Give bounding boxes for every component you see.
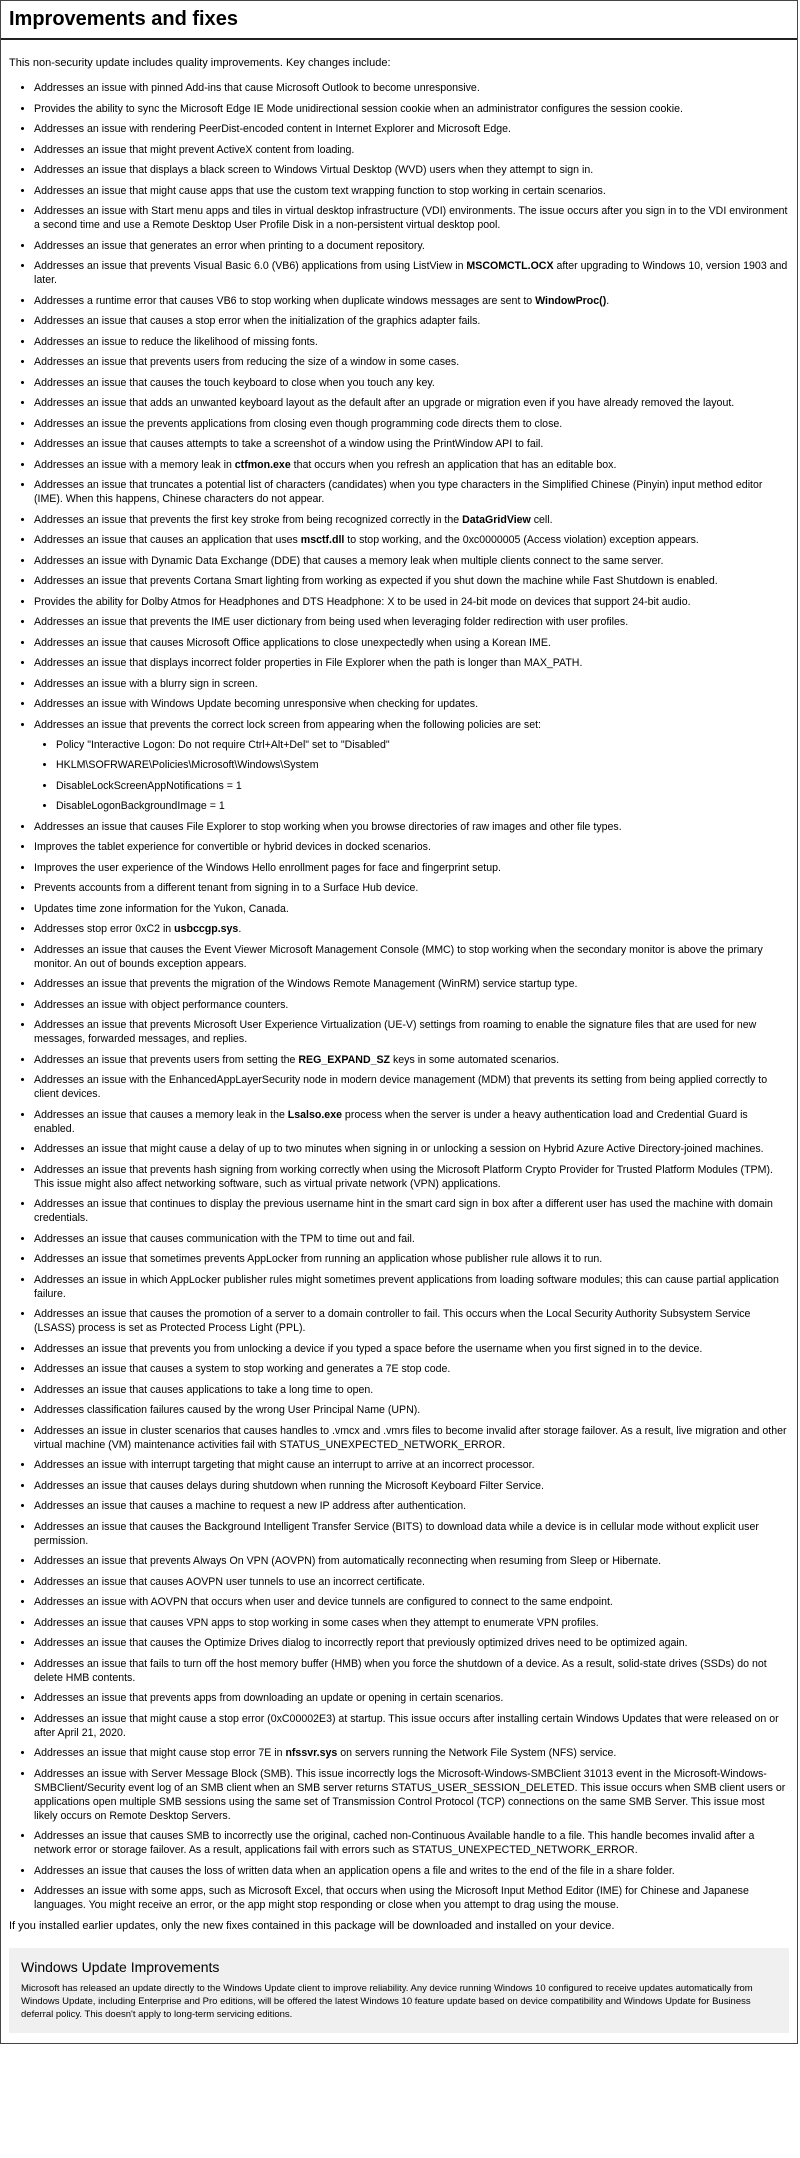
change-item-text: Addresses an issue that causes File Explorer to stop working when you browse directories of raw images and other file types. bbox=[34, 820, 622, 833]
change-item-text: Prevents accounts from a different tenant from signing in to a Surface Hub device. bbox=[34, 882, 419, 894]
change-item bbox=[34, 1575, 789, 1589]
change-item-code: ctfmon.exe bbox=[234, 458, 291, 471]
change-item bbox=[34, 1018, 789, 1046]
change-item-text: Addresses an issue that fails to turn off the host memory buffer (HMB) when you force the shutdown of a device. As a result, solid-state drives (SSDs) do not delete HMB contents. bbox=[34, 1657, 767, 1684]
change-item-text: Addresses an issue that causes delays during shutdown when running the Microsoft Keyboard Filter Service. bbox=[34, 1479, 544, 1492]
change-item-text: Addresses an issue with AOVPN that occurs when user and device tunnels are configured to connect to the same endpoint. bbox=[34, 1596, 613, 1608]
change-item-text: that occurs when you refresh an application that has an editable box. bbox=[290, 458, 617, 471]
change-item-code: usbccgp.sys bbox=[174, 923, 239, 935]
change-item-text: Updates time zone information for the Yukon, Canada. bbox=[34, 902, 289, 915]
change-item-text: Addresses an issue with Dynamic Data Exchange (DDE) that causes a memory leak when multiple clients connect to the same server. bbox=[34, 554, 664, 567]
change-item-text: Addresses an issue that prevents the correct lock screen from appearing when the following policies are set: bbox=[34, 718, 541, 731]
change-item-text: Addresses an issue with Start menu apps and tiles in virtual desktop infrastructure (VDI) environments. The issue occurs after you sign in to the VDI environment a second time and use a Remote Desktop User Profile Disk in a non-persistent virtual desktop pool. bbox=[34, 205, 788, 231]
policy-sublist-item: • Policy "Interactive Logon: Do not require Ctrl+Alt+Del" set to "Disabled" bbox=[56, 738, 789, 752]
change-item bbox=[34, 615, 789, 629]
change-item-text: Addresses an issue that causes VPN apps to stop working in some cases when they attempt to enumerate VPN profiles. bbox=[34, 1616, 599, 1629]
change-item-text: Addresses an issue that prevents the first key stroke from being recognized correctly in the bbox=[34, 513, 463, 526]
change-item bbox=[34, 239, 789, 253]
change-item bbox=[34, 574, 789, 588]
change-item bbox=[34, 294, 789, 308]
change-item bbox=[34, 1307, 789, 1335]
change-item bbox=[34, 259, 789, 287]
change-item bbox=[34, 922, 789, 936]
change-item bbox=[34, 184, 789, 198]
change-item bbox=[34, 1163, 789, 1191]
change-item bbox=[34, 335, 789, 349]
change-item bbox=[34, 1424, 789, 1452]
change-item bbox=[34, 1884, 789, 1912]
change-item bbox=[34, 1479, 789, 1493]
change-item bbox=[34, 376, 789, 390]
change-item-text: Addresses an issue that prevents apps from downloading an update or opening in certain scenarios. bbox=[34, 1692, 504, 1704]
change-item bbox=[34, 1691, 789, 1705]
change-item-text: keys in some automated scenarios. bbox=[390, 1053, 560, 1066]
change-item-text: Addresses an issue that prevents Always On VPN (AOVPN) from automatically reconnecting when resuming from Sleep or Hibernate. bbox=[34, 1555, 662, 1567]
change-item bbox=[34, 820, 789, 834]
change-item bbox=[34, 1232, 789, 1246]
change-item-text: Addresses an issue that causes AOVPN user tunnels to use an incorrect certificate. bbox=[34, 1575, 425, 1588]
change-item-text: Addresses an issue with Windows Update becoming unresponsive when checking for updates. bbox=[34, 698, 479, 710]
change-item bbox=[34, 1636, 789, 1650]
change-item bbox=[34, 204, 789, 232]
change-item-text: Addresses an issue that causes communication with the TPM to time out and fail. bbox=[34, 1232, 415, 1245]
change-item-text: Addresses an issue that prevents users from reducing the size of a window in some cases. bbox=[34, 356, 460, 368]
change-item-text: to stop working, and the 0xc0000005 (Access violation) exception appears. bbox=[344, 534, 699, 546]
change-item bbox=[34, 478, 789, 506]
change-item-text: Addresses an issue that prevents Cortana Smart lighting from working as expected if you shut down the machine while Fast Shutdown is enabled. bbox=[34, 575, 718, 587]
change-item-text: Addresses an issue that might prevent ActiveX content from loading. bbox=[34, 143, 355, 156]
change-item bbox=[34, 1712, 789, 1740]
change-item-text: cell. bbox=[530, 513, 553, 526]
change-item-text: Addresses an issue that prevents Visual Basic 6.0 (VB6) applications from using ListView in bbox=[34, 260, 467, 272]
change-item bbox=[34, 81, 789, 95]
change-item bbox=[34, 1657, 789, 1685]
change-item-text: Addresses an issue with pinned Add-ins that cause Microsoft Outlook to become unresponsive. bbox=[34, 82, 480, 94]
change-item bbox=[34, 1616, 789, 1630]
windows-update-improvements-box bbox=[9, 1948, 789, 2033]
change-item-text: Addresses an issue that causes an application that uses bbox=[34, 534, 301, 546]
change-item bbox=[34, 697, 789, 711]
change-item-text: Addresses an issue that continues to display the previous username hint in the smart card sign in box after a different user has used the machine with domain credentials. bbox=[34, 1198, 773, 1224]
change-item bbox=[34, 1499, 789, 1513]
windows-update-body: Microsoft has released an update directly to the Windows Update client to improve reliability. Any device running Windows 10 configured to receive updates automatically from Windows Update, including Enterprise and Pro editions, will be offered the latest Windows 10 feature update based on device compatibility and Windows Update for Business deferral policy. This doesn't apply to long-term servicing editions. bbox=[21, 1982, 753, 2020]
change-item-text: Improves the tablet experience for convertible or hybrid devices in docked scenarios. bbox=[34, 841, 431, 853]
change-item-text: Addresses an issue that causes the promotion of a server to a domain controller to fail. This occurs when the Local Security Authority Subsystem Service (LSASS) process is set as Protected Process Light (PPL). bbox=[34, 1308, 751, 1334]
change-item-text: Addresses an issue that sometimes prevents AppLocker from running an application whose publisher rule allows it to run. bbox=[34, 1253, 603, 1265]
change-item bbox=[34, 122, 789, 136]
change-item bbox=[34, 143, 789, 157]
change-item bbox=[34, 1403, 789, 1417]
change-item bbox=[34, 1342, 789, 1356]
change-item bbox=[34, 1273, 789, 1301]
change-item-text: Addresses an issue that might cause a delay of up to two minutes when signing in or unlocking a session on Hybrid Azure Active Directory-joined machines. bbox=[34, 1143, 764, 1155]
intro-text: This non-security update includes quality improvements. Key changes include: bbox=[9, 57, 391, 69]
change-item-text: Addresses an issue with some apps, such as Microsoft Excel, that occurs when using the Microsoft Input Method Editor (IME) for Chinese and Japanese languages. You might receive an error, or the app might stop responding or close when you attempt to drag using the mouse. bbox=[34, 1885, 749, 1911]
change-item-text: Addresses an issue with object performance counters. bbox=[34, 998, 289, 1011]
change-item-text: Addresses an issue that causes a system to stop working and generates a 7E stop code. bbox=[34, 1363, 451, 1375]
change-item bbox=[34, 656, 789, 670]
change-item-text: Addresses an issue in cluster scenarios that causes handles to .vmcx and .vmrs files to become invalid after storage failover. As a result, live migration and other virtual machine (VM) maintenance activities fail with STATUS_UNEXPECTED_NETWORK_ERROR. bbox=[34, 1424, 787, 1451]
change-item bbox=[34, 533, 789, 547]
change-item-code: REG_EXPAND_SZ bbox=[298, 1053, 391, 1066]
change-item bbox=[34, 977, 789, 991]
change-item bbox=[34, 1595, 789, 1609]
change-item-text: Addresses an issue that causes Microsoft Office applications to close unexpectedly when using a Korean IME. bbox=[34, 636, 551, 649]
policy-sublist-item: • HKLM\SOFRWARE\Policies\Microsoft\Windows\System bbox=[56, 758, 789, 772]
change-item-text: Addresses an issue that generates an error when printing to a document repository. bbox=[34, 239, 425, 252]
change-item-text: Addresses an issue to reduce the likelihood of missing fonts. bbox=[34, 335, 318, 348]
change-item-text: Addresses an issue that causes the touch keyboard to close when you touch any key. bbox=[34, 376, 435, 389]
change-item bbox=[34, 417, 789, 431]
change-item bbox=[34, 1362, 789, 1376]
change-item-text: . bbox=[606, 294, 610, 307]
change-item bbox=[34, 1864, 789, 1878]
change-item-text: Addresses an issue with rendering PeerDist-encoded content in Internet Explorer and Microsoft Edge. bbox=[34, 123, 511, 135]
change-item bbox=[34, 102, 789, 116]
change-item-text: Addresses an issue that prevents Microsoft User Experience Virtualization (UE-V) settings from roaming to enable the signature files that are used for new messages, forwarded messages, and replies. bbox=[34, 1019, 757, 1045]
change-item-code: MSCOMCTL.OCX bbox=[466, 260, 554, 272]
change-item-text: Addresses an issue that causes applications to take a long time to open. bbox=[34, 1383, 374, 1396]
change-item-text: Provides the ability to sync the Microsoft Edge IE Mode unidirectional session cookie when an administrator configures the session cookie. bbox=[34, 102, 683, 115]
change-item-text: Addresses an issue that truncates a potential list of characters (candidates) when you type characters in the Simplified Chinese (Pinyin) input method editor (IME). When this happens, Chinese characters do not appear. bbox=[34, 479, 763, 505]
change-item bbox=[34, 1383, 789, 1397]
changes-list bbox=[1, 81, 797, 1912]
policy-sublist-item: • DisableLogonBackgroundImage = 1 bbox=[56, 799, 789, 813]
change-item bbox=[34, 718, 789, 814]
change-item-code: msctf.dll bbox=[300, 534, 345, 546]
windows-update-title: Windows Update Improvements bbox=[21, 1958, 220, 1975]
change-item bbox=[34, 1767, 789, 1823]
change-item-text: Addresses an issue that displays incorrect folder properties in File Explorer when the path is longer than MAX_PATH. bbox=[34, 657, 583, 669]
change-item-text: Addresses an issue with a memory leak in bbox=[34, 458, 235, 471]
change-item bbox=[34, 881, 789, 895]
change-item bbox=[34, 437, 789, 451]
policy-sublist-item: • DisableLockScreenAppNotifications = 1 bbox=[56, 779, 789, 793]
change-item-text: Addresses an issue that causes the Event Viewer Microsoft Management Console (MMC) to stop working when the secondary monitor is above the primary monitor. An out of bounds exception appears. bbox=[34, 943, 763, 970]
change-item-text: Addresses an issue that prevents users from setting the bbox=[34, 1053, 299, 1066]
change-item-text: Addresses an issue with a blurry sign in screen. bbox=[34, 677, 258, 690]
change-item-text: Addresses an issue that might cause apps that use the custom text wrapping function to stop working in certain scenarios. bbox=[34, 184, 606, 197]
change-item-text: Addresses an issue that causes the Optimize Drives dialog to incorrectly report that previously optimized drives need to be optimized again. bbox=[34, 1637, 688, 1649]
change-item bbox=[34, 1829, 789, 1857]
change-item bbox=[34, 840, 789, 854]
change-item-text: Provides the ability for Dolby Atmos for Headphones and DTS Headphone: X to be used in 24-bit mode on devices that support 24-bit audio. bbox=[34, 595, 691, 608]
change-item bbox=[34, 861, 789, 875]
change-item bbox=[34, 314, 789, 328]
change-item-code: nfssvr.sys bbox=[285, 1747, 338, 1759]
change-item-text: Addresses an issue that causes attempts to take a screenshot of a window using the PrintWindow API to fail. bbox=[34, 438, 544, 450]
change-item bbox=[34, 677, 789, 691]
change-item bbox=[34, 513, 789, 527]
change-item bbox=[34, 1554, 789, 1568]
change-item bbox=[34, 1197, 789, 1225]
change-item-text: on servers running the Network File System (NFS) service. bbox=[337, 1747, 617, 1759]
change-item-code: Lsalso.exe bbox=[287, 1108, 342, 1121]
change-item-text: Addresses classification failures caused by the wrong User Principal Name (UPN). bbox=[34, 1404, 421, 1416]
change-item-code: DataGridView bbox=[462, 513, 531, 526]
change-item-text: Addresses an issue that causes a machine to request a new IP address after authentication. bbox=[34, 1500, 467, 1512]
change-item-text: Addresses stop error 0xC2 in bbox=[34, 923, 175, 935]
change-item-text: Addresses an issue with interrupt targeting that might cause an interrupt to arrive at an incorrect processor. bbox=[34, 1459, 535, 1471]
change-item-text: Addresses an issue that displays a black screen to Windows Virtual Desktop (WVD) users when they attempt to sign in. bbox=[34, 164, 594, 176]
change-item-text: Addresses an issue that causes the Background Intelligent Transfer Service (BITS) to download data while a device is in cellular mode without explicit user permission. bbox=[34, 1520, 759, 1547]
change-item bbox=[34, 458, 789, 472]
change-item bbox=[34, 1520, 789, 1548]
change-item bbox=[34, 902, 789, 916]
change-item bbox=[34, 1252, 789, 1266]
change-item bbox=[34, 1053, 789, 1067]
change-item bbox=[34, 1142, 789, 1156]
section-title: Improvements and fixes bbox=[1, 1, 797, 40]
change-item-text: . bbox=[238, 923, 242, 935]
outro-text: If you installed earlier updates, only the new fixes contained in this package will be downloaded and installed on your device. bbox=[9, 1919, 615, 1932]
change-item bbox=[34, 396, 789, 410]
change-item-text: Addresses an issue with the EnhancedAppLayerSecurity node in modern device management (MDM) that prevents its setting from being applied correctly to client devices. bbox=[34, 1074, 768, 1100]
change-item-text: Improves the user experience of the Windows Hello enrollment pages for face and fingerprint setup. bbox=[34, 861, 501, 874]
change-item-text: Addresses an issue that adds an unwanted keyboard layout as the default after an upgrade or migration even if you have already removed the layout. bbox=[34, 397, 735, 409]
change-item bbox=[34, 163, 789, 177]
change-item bbox=[34, 1746, 789, 1760]
change-item-text: Addresses an issue the prevents applications from closing even though programming code directs them to close. bbox=[34, 417, 563, 430]
change-item-text: Addresses an issue that might cause a stop error (0xC00002E3) at startup. This issue occurs after installing certain Windows Updates that were released on or after April 21, 2020. bbox=[34, 1712, 779, 1739]
change-item bbox=[34, 1073, 789, 1101]
change-item-text: Addresses an issue with Server Message Block (SMB). This issue incorrectly logs the Microsoft-Windows-SMBClient 31013 event in the Microsoft-Windows-SMBClient/Security event log of an SMB client when an SMB server returns STATUS_USER_SESSION_DELETED. This issue occurs when SMB client users or applications open multiple SMB sessions using the same set of Transmission Control Protocol (TCP) connections on the same SMB Server. This issue most likely occurs on Remote Desktop Servers. bbox=[34, 1767, 786, 1822]
change-item-text: Addresses an issue that might cause stop error 7E in bbox=[34, 1747, 286, 1759]
change-item bbox=[34, 554, 789, 568]
change-item-text: after upgrading to Windows 10, version 1903 and later. bbox=[34, 260, 788, 286]
change-item-text: Addresses an issue that prevents the IME user dictionary from being used when leveraging folder redirection with user profiles. bbox=[34, 616, 629, 628]
change-item bbox=[34, 636, 789, 650]
change-item-text: Addresses an issue that causes a memory leak in the bbox=[34, 1108, 288, 1121]
change-item bbox=[34, 1458, 789, 1472]
change-item bbox=[34, 943, 789, 971]
change-item-text: Addresses a runtime error that causes VB6 to stop working when duplicate windows messages are sent to bbox=[34, 294, 536, 307]
change-item-text: Addresses an issue that prevents hash signing from working correctly when using the Microsoft Platform Crypto Provider for Trusted Platform Modules (TPM). This issue might also affect networking software, such as virtual private network (VPN) applications. bbox=[34, 1163, 773, 1190]
change-item bbox=[34, 998, 789, 1012]
change-item-text: Addresses an issue that causes SMB to incorrectly use the original, cached non-Continuous Available handle to a file. This handle becomes invalid after a network error or storage failover. As a result, applications fail with errors such as STATUS_UNEXPECTED_NETWORK_ERROR. bbox=[34, 1830, 755, 1856]
change-item-text: Addresses an issue that causes the loss of written data when an application opens a file and writes to the end of the file in a share folder. bbox=[34, 1864, 675, 1877]
change-item bbox=[34, 595, 789, 609]
change-item-text: process when the server is under a heavy authentication load and Credential Guard is enabled. bbox=[34, 1108, 748, 1135]
change-item-code: WindowProc() bbox=[535, 294, 607, 307]
change-item-text: Addresses an issue that causes a stop error when the initialization of the graphics adapter fails. bbox=[34, 315, 481, 327]
change-item-text: Addresses an issue that prevents the migration of the Windows Remote Management (WinRM) service startup type. bbox=[34, 978, 578, 990]
change-item bbox=[34, 355, 789, 369]
change-item bbox=[34, 1108, 789, 1136]
change-item-text: Addresses an issue that prevents you from unlocking a device if you typed a space before the username when you first signed in to the device. bbox=[34, 1342, 703, 1355]
change-item-text: Addresses an issue in which AppLocker publisher rules might sometimes prevent applications from loading software modules; this can cause partial application failure. bbox=[34, 1273, 779, 1300]
policy-sublist bbox=[34, 738, 789, 814]
